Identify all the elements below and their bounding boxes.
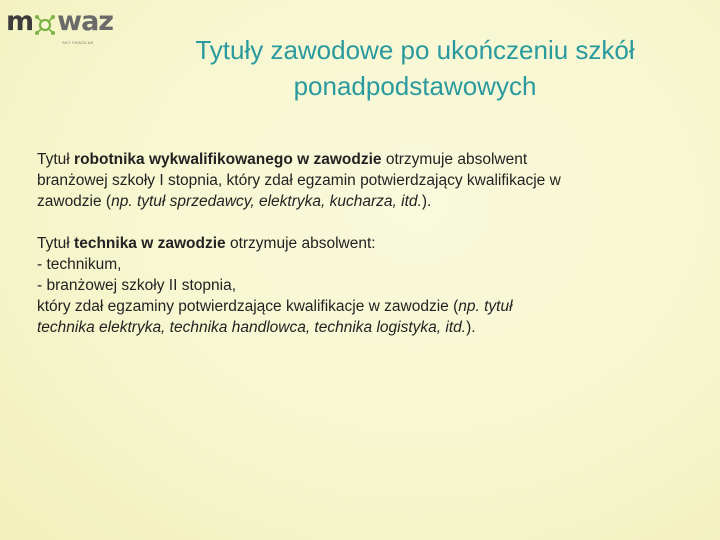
paragraph-robotnik: [37, 149, 677, 212]
para2-item-technikum: - technikum,: [37, 256, 122, 273]
para1-line-1: [37, 149, 677, 170]
para2-line-1: [37, 233, 677, 254]
para2-examples: technika elektryka, technika handlowca, technika logistyka, itd.: [37, 319, 467, 336]
slide-body: [37, 149, 677, 359]
para1-line3-text: zawodzie (: [37, 193, 112, 210]
slide-title: [115, 32, 715, 104]
para1-line3-end: ).: [421, 193, 432, 210]
para2-text-c: otrzymuje absolwent:: [225, 235, 376, 252]
logo-subtitle: SKY PAWOLAK: [62, 40, 94, 45]
para2-line4-text: który zdał egzaminy potwierdzające kwalifikacje w zawodzie (: [37, 298, 459, 315]
logo-letter-m: m: [6, 6, 34, 37]
paragraph-technik: [37, 233, 677, 338]
mowaz-logo: [2, 3, 114, 47]
para1-examples: np. tytuł sprzedawcy, elektryka, kucharza, itd.: [111, 193, 422, 210]
para2-line5-end: ).: [466, 319, 476, 336]
para1-bold-term: robotnika wykwalifikowanego w zawodzie: [74, 151, 382, 168]
para2-text-a: Tytuł: [37, 235, 75, 252]
title-line-2: ponadpodstawowych: [293, 71, 537, 101]
para1-line-3: [37, 191, 677, 212]
para1-line-2: branżowej szkoły I stopnia, który zdał egzamin potwierdzający kwalifikacje w: [37, 172, 561, 189]
para2-item-branzowa: - branżowej szkoły II stopnia,: [37, 277, 237, 294]
para2-line-4: [37, 296, 677, 317]
para1-text-c: otrzymuje absolwent: [381, 151, 528, 168]
para2-bold-term: technika w zawodzie: [74, 235, 226, 252]
para2-line4-italic: np. tytuł: [458, 298, 513, 315]
para1-text-a: Tytuł: [37, 151, 75, 168]
title-line-1: Tytuły zawodowe po ukończeniu szkół: [195, 35, 635, 65]
logo-network-icon: [34, 11, 56, 33]
para2-line-5: [37, 317, 677, 338]
logo-letters-waz: waz: [57, 6, 114, 37]
logo-wordmark: [6, 5, 113, 39]
